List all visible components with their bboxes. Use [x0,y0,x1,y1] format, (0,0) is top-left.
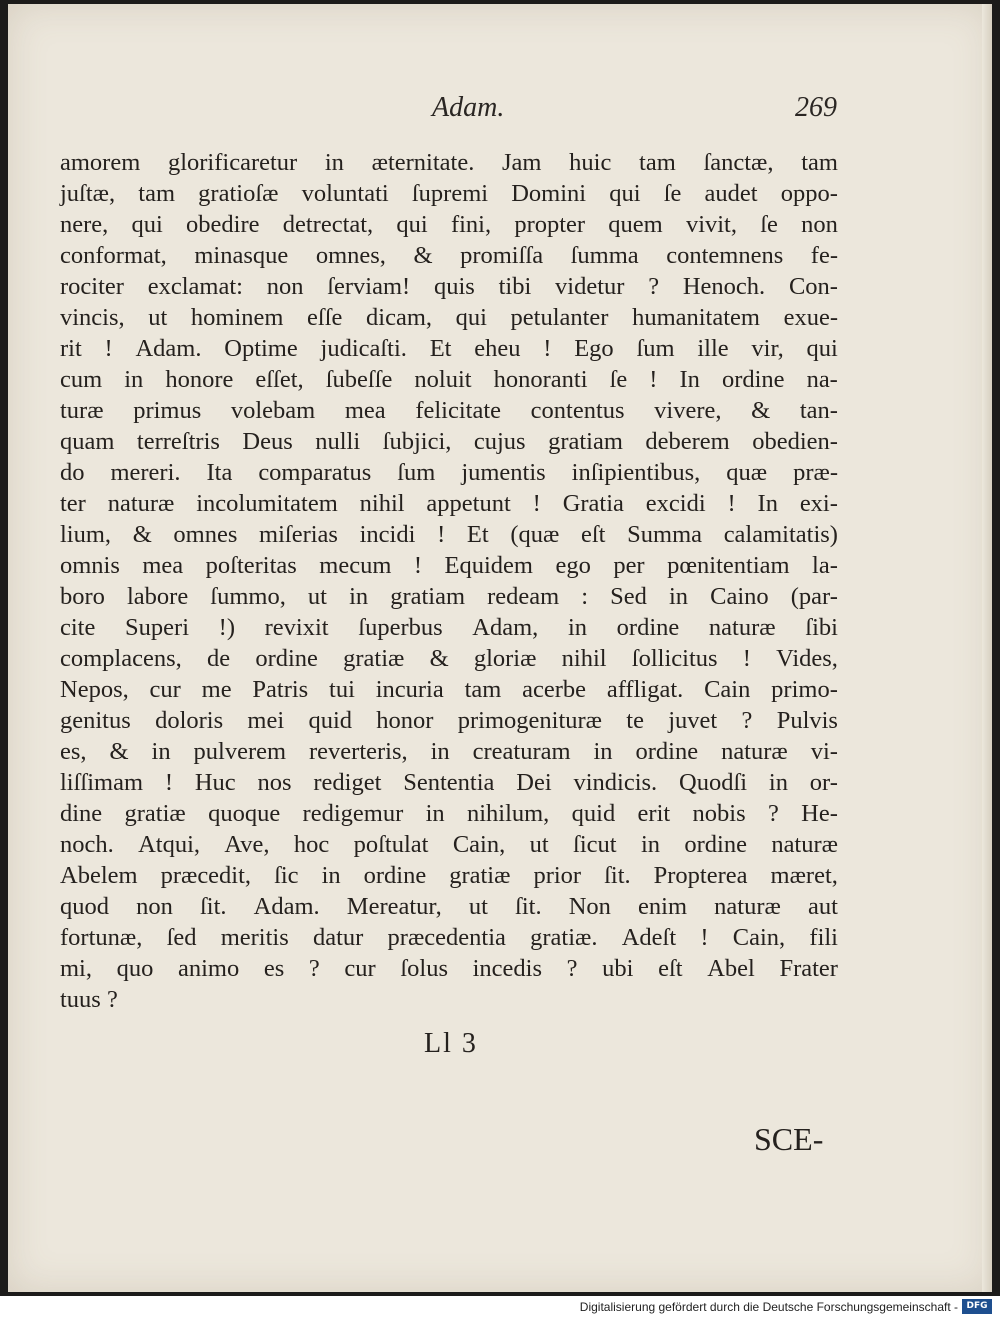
text-line: turæ primus volebam mea felicitate contentus vivere, & tan- [60,397,838,424]
text-line: amorem glorificaretur in æternitate. Jam huic tam ſanctæ, tam [60,149,838,176]
text-line: Abelem præcedit, ſic in ordine gratiæ prior ſit. Propterea mæret, [60,862,838,889]
text-line: quam terreſtris Deus nulli ſubjici, cujus gratiam deberem obedien- [60,428,838,455]
text-line: vincis, ut hominem eſſe dicam, qui petulanter humanitatem exue- [60,304,838,331]
text-line: nere, qui obedire detrectat, qui fini, propter quem vivit, ſe non [60,211,838,238]
text-line: es, & in pulverem reverteris, in creaturam in ordine naturæ vi- [60,738,838,765]
text-line: boro labore ſummo, ut in gratiam redeam : Sed in Caino (par- [60,583,838,610]
text-line: cum in honore eſſet, ſubeſſe noluit honoranti ſe ! In ordine na- [60,366,838,393]
text-line: do mereri. Ita comparatus ſum jumentis inſipientibus, quæ præ- [60,459,838,486]
text-line: conformat, minasque omnes, & promiſſa ſumma contemnens fe- [60,242,838,269]
book-page [8,4,992,1292]
text-line: lium, & omnes miſerias incidi ! Et (quæ eſt Summa calamitatis) [60,521,838,548]
funding-credit: Digitalisierung gefördert durch die Deutsche Forschungsgemeinschaft - [579,1300,958,1314]
running-head-title: Adam. [432,92,505,123]
text-line: rit ! Adam. Optime judicaſti. Et eheu ! Ego ſum ille vir, qui [60,335,838,362]
text-line: complacens, de ordine gratiæ & gloriæ nihil ſollicitus ! Vides, [60,645,838,672]
page-number: 269 [795,92,837,123]
text-line: tuus ? [60,986,118,1013]
text-line: liſſimam ! Huc nos rediget Sententia Dei vindicis. Quodſi in or- [60,769,838,796]
text-line: cite Superi !) revixit ſuperbus Adam, in ordine naturæ ſibi [60,614,838,641]
text-line: mi, quo animo es ? cur ſolus incedis ? ubi eſt Abel Frater [60,955,838,982]
text-line: genitus doloris mei quid honor primogenituræ te juvet ? Pulvis [60,707,838,734]
page-edge [982,4,992,1292]
footer-bar [0,1296,1000,1319]
text-line: noch. Atqui, Ave, hoc poſtulat Cain, ut ſicut in ordine naturæ [60,831,838,858]
dfg-logo-icon: DFG [962,1299,992,1314]
text-line: juſtæ, tam gratioſæ voluntati ſupremi Domini qui ſe audet oppo- [60,180,838,207]
body-text [60,147,838,1015]
text-line: fortunæ, ſed meritis datur præcedentia gratiæ. Adeſt ! Cain, fili [60,924,838,951]
signature-mark: Ll 3 [424,1028,478,1059]
text-line: omnis mea poſteritas mecum ! Equidem ego per pœnitentiam la- [60,552,838,579]
catchword: SCE- [754,1121,824,1157]
text-line: Nepos, cur me Patris tui incuria tam acerbe affligat. Cain primo- [60,676,838,703]
text-line: quod non ſit. Adam. Mereatur, ut ſit. Non enim naturæ aut [60,893,838,920]
text-line: dine gratiæ quoque redigemur in nihilum, quid erit nobis ? He- [60,800,838,827]
text-line: ter naturæ incolumitatem nihil appetunt ! Gratia excidi ! In exi- [60,490,838,517]
running-head [8,92,992,132]
text-line: rociter exclamat: non ſerviam! quis tibi videtur ? Henoch. Con- [60,273,838,300]
